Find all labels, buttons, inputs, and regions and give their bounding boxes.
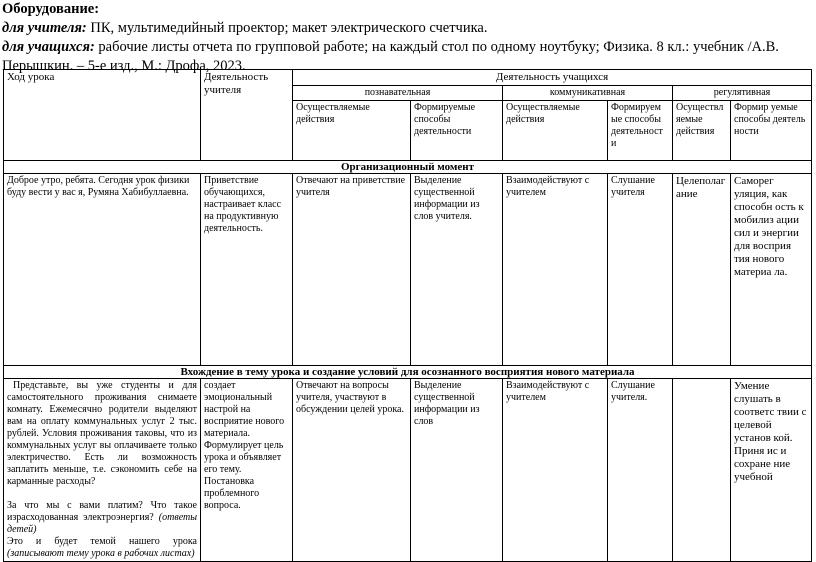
teacher-equipment-text: ПК, мультимедийный проектор; макет электрического счетчика. <box>86 20 488 36</box>
org-reg-methods: Саморег уляция, как способн ость к мобилиз ации сил и энергии для восприя тия нового материа ла. <box>731 174 812 366</box>
intro-com-actions: Взаимодействуют с учителем <box>503 379 608 562</box>
header-communicative: коммуникативная <box>503 86 673 101</box>
org-lesson-text: Доброе утро, ребята. Сегодня урок физики буду вести у вас я, Румяна Хабибуллаевна. <box>4 174 201 366</box>
org-com-actions: Взаимодействуют с учителем <box>503 174 608 366</box>
intro-lesson-p3 <box>7 536 197 560</box>
intro-lesson-p2 <box>7 500 197 536</box>
intro-cog-actions: Отвечают на вопросы учителя, участвуют в обсуждении целей урока. <box>293 379 411 562</box>
students-equipment-text: рабочие листы отчета по групповой работе; на каждый стол по одному ноутбуку; Физика. 8 кл.: учебник /А.В. Перышкин. – 5-е изд., М.: Дрофа, 2023. <box>2 39 779 74</box>
header-regulative: регулятивная <box>673 86 812 101</box>
org-cog-methods: Выделение существенной информации из слов учителя. <box>411 174 503 366</box>
intro-lesson-p3-note: (записывают тему урока в рабочих листах) <box>7 548 195 559</box>
org-com-methods: Слушание учителя <box>608 174 673 366</box>
section-title-intro: Вхождение в тему урока и создание условий для осознанного восприятия нового материала <box>4 366 812 379</box>
intro-teacher-text: создает эмоциональный настрой на восприятие нового материала. Формулирует цель урока и объявляет его тему. Постановка проблемного вопроса. <box>201 379 293 562</box>
header-reg-actions: Осуществл яемые действия <box>673 101 731 161</box>
header-cog-actions: Осуществляемые действия <box>293 101 411 161</box>
intro-reg-methods: Умение слушать в соответс твии с целевой установ кой. Приня ис и сохране ние учебной <box>731 379 812 562</box>
lesson-plan-table <box>3 69 812 562</box>
equipment-header <box>2 0 812 76</box>
header-teacher-activity: Деятельность учителя <box>201 70 293 161</box>
section-title-org: Организационный момент <box>4 161 812 174</box>
header-com-actions: Осуществляемые действия <box>503 101 608 161</box>
intro-lesson-p2-text: За что мы с вами платим? Что такое израсходованная электроэнергия? <box>7 500 197 523</box>
intro-lesson-cell <box>4 379 201 562</box>
intro-reg-actions <box>673 379 731 562</box>
header-students-activity: Деятельность учащихся <box>293 70 812 86</box>
header-cog-methods: Формируемые способы деятельности <box>411 101 503 161</box>
intro-lesson-p1: Представьте, вы уже студенты и для самостоятельного проживания снимаете комнату. Ежемесячно родители выделяют вам на оплату коммунальных услуг 2 тыс. рублей. Условия проживания таковы, что из коммунальных услуг вы оплачиваете только электричество. Есть ли возможность заплатить меньше, т.е. сэкономить себе на карманные расходы? <box>7 380 197 487</box>
header-lesson-course: Ход урока <box>4 70 201 161</box>
intro-lesson-p3-text: Это и будет темой нашего урока <box>7 536 197 547</box>
intro-lesson-p2-note: (ответы детей) <box>7 512 197 535</box>
intro-com-methods: Слушание учителя. <box>608 379 673 562</box>
students-equipment-label: для учащихся: <box>2 39 95 55</box>
header-cognitive: познавательная <box>293 86 503 101</box>
equipment-title: Оборудование: <box>2 1 100 17</box>
intro-cog-methods: Выделение существенной информации из слов <box>411 379 503 562</box>
header-reg-methods: Формир уемые способы деятель ности <box>731 101 812 161</box>
org-teacher-text: Приветствие обучающихся, настраивает класс на продуктивную деятельность. <box>201 174 293 366</box>
org-cog-actions: Отвечают на приветствие учителя <box>293 174 411 366</box>
org-reg-actions: Целеполаг ание <box>673 174 731 366</box>
teacher-equipment-label: для учителя: <box>2 20 87 36</box>
header-com-methods: Формируем ые способы деятельност и <box>608 101 673 161</box>
